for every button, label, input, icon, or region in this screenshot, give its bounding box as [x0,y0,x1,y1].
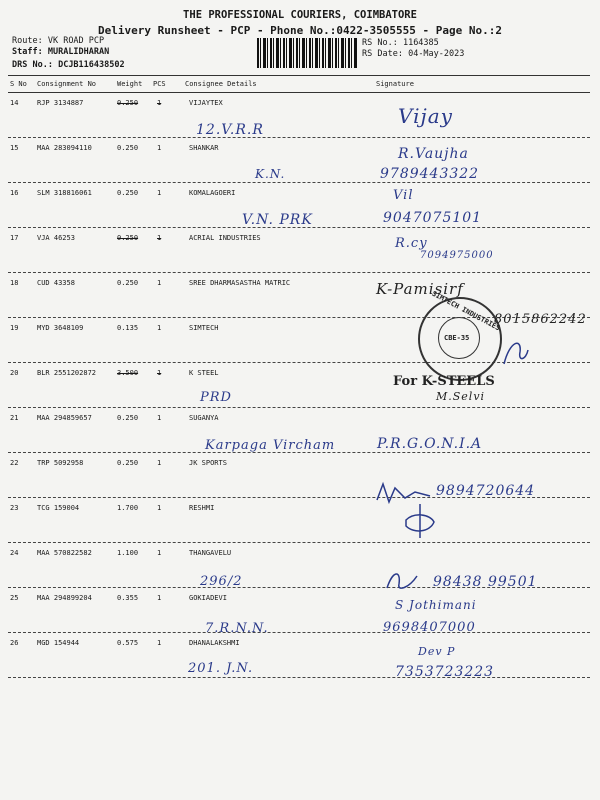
row-consignee: SUGANYA [189,414,219,422]
hw-r24-phone: 98438 99501 [433,574,538,590]
row-sno: 19 [10,324,19,332]
hw-r25-sign: S Jothimani [395,598,477,612]
route-line [12,36,104,46]
row-sno: 26 [10,639,19,647]
col-consignee: Consignee Details [185,80,257,88]
row-weight: 1.100 [117,549,139,557]
hw-r25-phone: 9698407000 [383,620,476,635]
hw-r15-sign: R.Vaujha [398,146,469,162]
rs-no-label: RS No.: [362,38,398,48]
route-label: Route: [12,36,43,46]
rs-date-value: 04-May-2023 [408,49,465,59]
row-consignment-no: MGD 154944 [37,639,80,647]
row-consignment-no: MAA 294899204 [37,594,92,602]
row-weight: 0.250 [117,414,139,422]
row-sno: 23 [10,504,19,512]
row-consignee: VIJAYTEX [189,99,223,107]
row-consignment-no: MAA 283094110 [37,144,92,152]
row-consignee: SHANKAR [189,144,219,152]
hw-r26-sign: Dev P [418,645,456,658]
row-separator [8,542,590,543]
row-weight: 0.250 [117,234,139,242]
col-signature: Signature [376,80,414,88]
row-pcs: 1 [157,594,162,602]
col-consignment: Consignment No [37,80,97,88]
row-sno: 22 [10,459,19,467]
row-separator [8,407,590,408]
hw-r14-address: 12.V.R.R [196,122,264,138]
row-pcs: 1 [157,279,162,287]
rs-date-label: RS Date: [362,49,403,59]
row-separator [8,677,590,678]
row-sno: 20 [10,369,19,377]
col-pcs: PCS [153,80,166,88]
header-rule-top [8,75,590,76]
staff-line [12,47,109,57]
row-separator [8,632,590,633]
row-consignee: THANGAVELU [189,549,232,557]
row-weight: 3.500 [117,369,139,377]
row-sno: 24 [10,549,19,557]
row-consignment-no: MYD 3648109 [37,324,84,332]
row-consignee: KOMALAGOERI [189,189,236,197]
rs-no-value: 1164385 [402,38,439,48]
k-steels-stamp: For K-STEELS [393,374,495,389]
row-sno: 17 [10,234,19,242]
col-weight: Weight [117,80,143,88]
row-consignee: K STEEL [189,369,219,377]
row-weight: 0.250 [117,189,139,197]
simtech-stamp [418,289,502,381]
hw-r15-phone: 9789443322 [380,166,480,182]
row-consignment-no: MAA 570822582 [37,549,92,557]
row-consignee: JK SPORTS [189,459,227,467]
rs-no-line [362,38,439,48]
drs-line [12,60,125,70]
company-name: THE PROFESSIONAL COURIERS, COIMBATORE [183,9,417,21]
hw-r25-address: 7.R.N.N. [205,621,269,636]
row-pcs: 1 [157,414,162,422]
hw-r16-phone: 9047075101 [383,210,483,226]
row-separator [8,182,590,183]
row-sno: 25 [10,594,19,602]
row-pcs: 1 [157,639,162,647]
drs-label: DRS No.: [12,60,53,70]
hw-r26-phone: 7353723223 [395,664,495,680]
hw-r21-address: Karpaga Vircham [205,438,336,453]
route-value: VK ROAD PCP [47,36,105,46]
row-pcs: 1 [157,189,162,197]
row-sno: 18 [10,279,19,287]
row-consignment-no: MAA 294859657 [37,414,92,422]
row-consignment-no: TCG 159004 [37,504,80,512]
row-sno: 16 [10,189,19,197]
row-weight: 1.700 [117,504,139,512]
hw-r14-sign: Vijay [398,104,453,128]
row-pcs: 1 [157,234,162,242]
row-consignee: ACRIAL INDUSTRIES [189,234,261,242]
row-consignee: DHANALAKSHMI [189,639,240,647]
row-pcs: 1 [157,504,162,512]
row-weight: 0.135 [117,324,139,332]
row-weight: 0.250 [117,144,139,152]
stamp-text: SIMTECH INDUSTRIES [430,289,502,333]
row-consignment-no: CUD 43358 [37,279,75,287]
hw-r22-phone: 9894720644 [436,483,536,499]
hw-r19-phone: 8015862242 [494,312,587,327]
staff-label: Staff: [12,47,43,57]
row-consignment-no: VJA 46253 [37,234,75,242]
drs-value: DCJB116438502 [58,60,125,70]
row-consignee: SIMTECH [189,324,219,332]
row-sno: 21 [10,414,19,422]
row-weight: 0.250 [117,459,139,467]
header-rule-bottom [8,92,590,93]
row-weight: 0.355 [117,594,139,602]
runsheet-title: Delivery Runsheet - PCP - Phone No.:0422-3505555 - Page No.:2 [98,24,502,37]
row-pcs: 1 [157,324,162,332]
signature-scribble-r19 [500,330,530,370]
row-pcs: 1 [157,99,162,107]
row-sno: 15 [10,144,19,152]
hw-r15-address: K.N. [255,167,286,181]
hw-r26-address: 201. J.N. [188,661,254,676]
row-weight: 0.250 [117,279,139,287]
rs-date-line [362,49,464,59]
row-separator [8,137,590,138]
hw-r16-sign: Vil [393,188,414,203]
hw-r18-sign: K-Pamisirf [376,280,464,298]
row-sno: 14 [10,99,19,107]
row-consignee: RESHMI [189,504,215,512]
row-pcs: 1 [157,144,162,152]
row-consignment-no: RJP 3134887 [37,99,84,107]
row-weight: 0.575 [117,639,139,647]
barcode [257,38,357,68]
stamp-center: CBE-35 [444,334,470,342]
hw-r17-sign: R.cy [395,236,428,251]
signature-scribble-r24 [383,568,423,594]
hw-r24-address: 296/2 [200,574,243,589]
hw-r17-phone: 7094975000 [420,250,494,261]
row-pcs: 1 [157,369,162,377]
row-pcs: 1 [157,459,162,467]
hw-r16-address: V.N. PRK [242,212,313,228]
staff-value: MURALIDHARAN [47,47,110,57]
hw-r21-sign: P.R.G.O.N.I.A [377,436,483,452]
hw-r20-sign: M.Selvi [436,390,486,403]
col-sno: S No [10,80,27,88]
row-consignment-no: TRP 5092958 [37,459,84,467]
row-consignment-no: BLR 2551202872 [37,369,97,377]
row-weight: 0.250 [117,99,139,107]
row-consignee: GOKIADEVI [189,594,227,602]
row-separator [8,272,590,273]
row-consignment-no: SLM 318816061 [37,189,92,197]
signature-scribble-r23 [400,502,440,542]
row-consignee: SREE DHARMASASTHA MATRIC [189,279,291,287]
row-pcs: 1 [157,549,162,557]
hw-r20-address: PRD [200,390,232,405]
